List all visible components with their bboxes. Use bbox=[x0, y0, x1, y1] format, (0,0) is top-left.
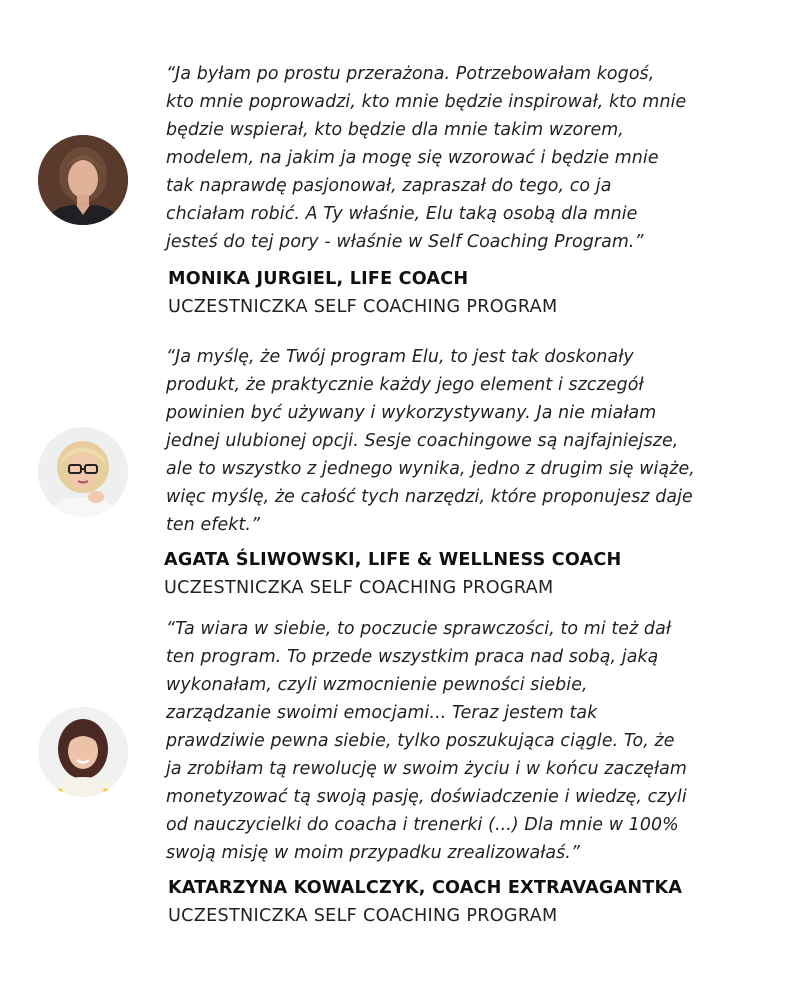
testimonial-quote: “Ta wiara w siebie, to poczucie sprawczości, to mi też dał ten program. To przede wszystkim praca nad sobą, jaką wykonałam, czyli wzmocnienie pewności siebie, zarządzanie swoimi emocjami... Teraz jestem tak prawdziwie pewna siebie, tylko poszukująca ciągle. To, że ja zrobiłam tą rewolucję w swoim życiu i w końcu zaczęłam monetyzować tą swoją pasję, doświadczenie i wiedzę, czyli od nauczycielki do coacha i trenerki (...) Dla mnie w 100% swoją misję w moim przypadku zrealizowałaś.” bbox=[166, 619, 687, 863]
testimonial-role: UCZESTNICZKA SELF COACHING PROGRAM bbox=[168, 297, 558, 317]
avatar-photo-icon bbox=[38, 135, 128, 225]
testimonial-author: MONIKA JURGIEL, LIFE COACH bbox=[168, 269, 469, 289]
testimonial-quote: “Ja byłam po prostu przerażona. Potrzebowałam kogoś, kto mnie poprowadzi, kto mnie będzie inspirował, kto mnie będzie wspierał, kto będzie dla mnie takim wzorem, modelem, na jakim ja mogę się wzorować i będzie mnie tak naprawdę pasjonował, zapraszał do tego, co ja chciałam robić. A Ty właśnie, Elu taką osobą dla mnie jesteś do tej pory - właśnie w Self Coaching Program.” bbox=[166, 64, 687, 252]
testimonial-author: AGATA ŚLIWOWSKI, LIFE & WELLNESS COACH bbox=[164, 550, 622, 570]
testimonial-quote: “Ja myślę, że Twój program Elu, to jest tak doskonały produkt, że praktycznie każdy jego element i szczegół powinien być używany i wykorzystywany. Ja nie miałam jednej ulubionej opcji. Sesje coachingowe są najfajniejsze, ale to wszystko z jednego wynika, jedno z drugim się wiąże, więc myślę, że całość tych narzędzi, które proponujesz daje ten efekt.” bbox=[166, 347, 695, 535]
testimonial-author: KATARZYNA KOWALCZYK, COACH EXTRAVAGANTKA bbox=[168, 878, 683, 898]
testimonial-role: UCZESTNICZKA SELF COACHING PROGRAM bbox=[164, 578, 554, 598]
avatar-photo-icon bbox=[38, 427, 128, 517]
avatar bbox=[38, 427, 128, 517]
avatar-photo-icon bbox=[38, 707, 128, 797]
avatar bbox=[38, 707, 128, 797]
avatar bbox=[38, 135, 128, 225]
testimonial-role: UCZESTNICZKA SELF COACHING PROGRAM bbox=[168, 906, 558, 926]
